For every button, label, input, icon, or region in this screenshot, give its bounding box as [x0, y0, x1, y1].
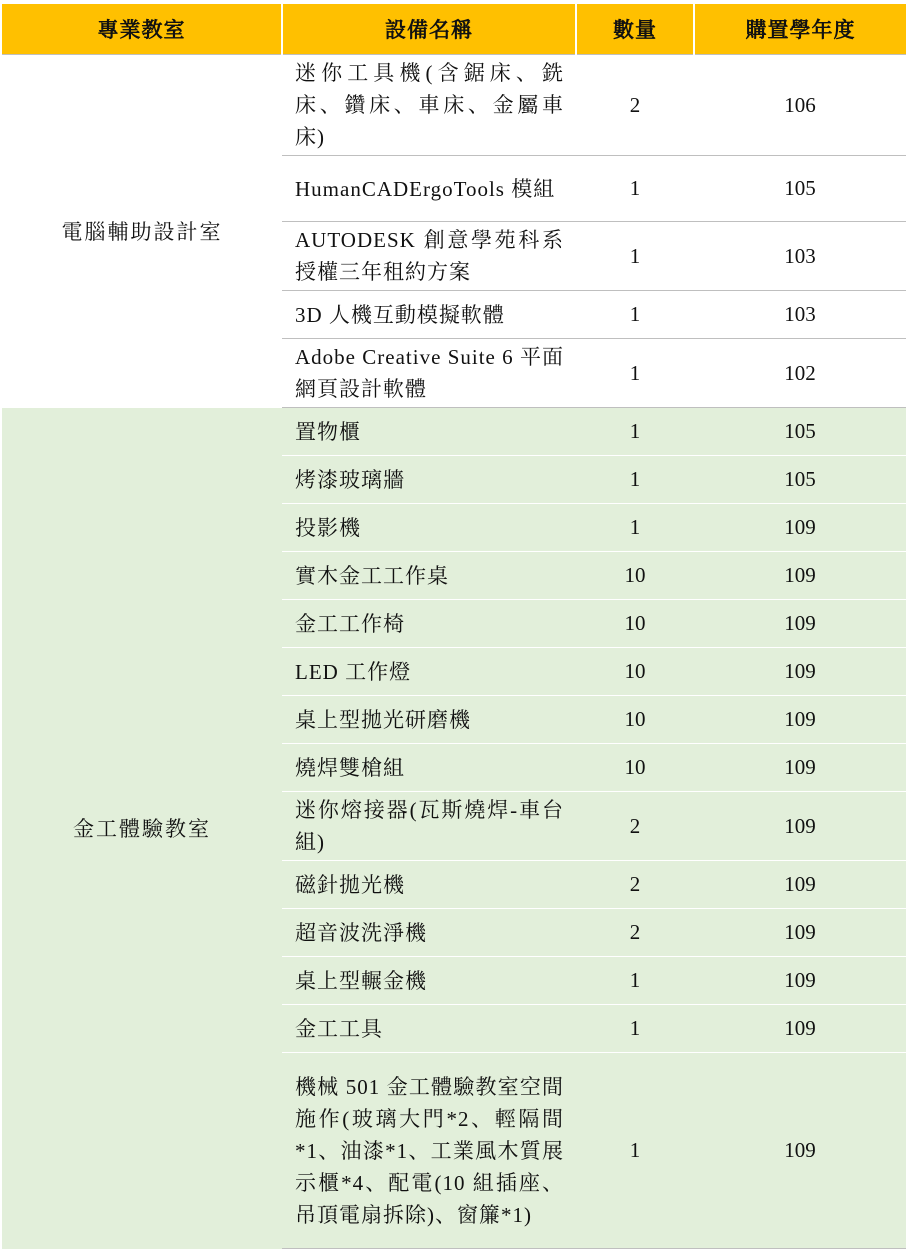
equipment-name: 實木金工工作桌 — [282, 552, 576, 600]
equipment-name: 超音波洗淨機 — [282, 909, 576, 957]
equipment-name: AUTODESK 創意學苑科系授權三年租約方案 — [282, 222, 576, 291]
purchase-year: 103 — [694, 222, 906, 291]
quantity: 1 — [576, 291, 694, 339]
quantity: 2 — [576, 861, 694, 909]
equipment-name: 置物櫃 — [282, 408, 576, 456]
purchase-year: 109 — [694, 552, 906, 600]
equipment-name: 金工工作椅 — [282, 600, 576, 648]
quantity: 1 — [576, 1053, 694, 1249]
purchase-year: 109 — [694, 1005, 906, 1053]
equipment-name: 燒焊雙槍組 — [282, 744, 576, 792]
quantity: 1 — [576, 156, 694, 222]
quantity: 2 — [576, 55, 694, 156]
table-row — [2, 55, 906, 156]
header-room: 專業教室 — [2, 4, 282, 55]
purchase-year: 105 — [694, 456, 906, 504]
quantity: 10 — [576, 552, 694, 600]
purchase-year: 109 — [694, 957, 906, 1005]
quantity: 10 — [576, 600, 694, 648]
purchase-year: 102 — [694, 339, 906, 408]
room-cell: 金工體驗教室 — [2, 408, 282, 1249]
equipment-name: HumanCADErgoTools 模組 — [282, 156, 576, 222]
purchase-year: 105 — [694, 408, 906, 456]
equipment-name: 磁針拋光機 — [282, 861, 576, 909]
quantity: 1 — [576, 957, 694, 1005]
equipment-name: 烤漆玻璃牆 — [282, 456, 576, 504]
quantity: 2 — [576, 909, 694, 957]
equipment-name: LED 工作燈 — [282, 648, 576, 696]
quantity: 1 — [576, 1005, 694, 1053]
equipment-table — [2, 4, 906, 1249]
quantity: 2 — [576, 792, 694, 861]
equipment-name: 桌上型輾金機 — [282, 957, 576, 1005]
equipment-name: 迷你熔接器(瓦斯燒焊-車台組) — [282, 792, 576, 861]
equipment-name: 桌上型拋光研磨機 — [282, 696, 576, 744]
purchase-year: 103 — [694, 291, 906, 339]
purchase-year: 109 — [694, 648, 906, 696]
group-metalwork-lab — [2, 408, 906, 1249]
purchase-year: 109 — [694, 909, 906, 957]
purchase-year: 109 — [694, 696, 906, 744]
purchase-year: 105 — [694, 156, 906, 222]
purchase-year: 109 — [694, 600, 906, 648]
purchase-year: 109 — [694, 861, 906, 909]
quantity: 10 — [576, 744, 694, 792]
table-row — [2, 408, 906, 456]
quantity: 10 — [576, 696, 694, 744]
room-cell: 電腦輔助設計室 — [61, 220, 223, 245]
equipment-name: 投影機 — [282, 504, 576, 552]
purchase-year: 109 — [694, 792, 906, 861]
purchase-year: 109 — [694, 1053, 906, 1249]
equipment-name: 金工工具 — [282, 1005, 576, 1053]
equipment-name: 機械 501 金工體驗教室空間施作(玻璃大門*2、輕隔間*1、油漆*1、工業風木質展示櫃*4、配電(10 組插座、吊頂電扇拆除)、窗簾*1) — [282, 1053, 576, 1249]
quantity: 1 — [576, 222, 694, 291]
table-header — [2, 4, 906, 55]
quantity: 1 — [576, 408, 694, 456]
equipment-name: 3D 人機互動模擬軟體 — [282, 291, 576, 339]
equipment-name: 迷你工具機(含鋸床、銑床、鑽床、車床、金屬車床) — [282, 55, 576, 156]
group-computer-aided-design — [2, 55, 906, 408]
quantity: 10 — [576, 648, 694, 696]
quantity: 1 — [576, 504, 694, 552]
purchase-year: 109 — [694, 744, 906, 792]
purchase-year: 109 — [694, 504, 906, 552]
header-quantity: 數量 — [576, 4, 694, 55]
quantity: 1 — [576, 456, 694, 504]
equipment-name: Adobe Creative Suite 6 平面網頁設計軟體 — [282, 339, 576, 408]
header-purchase-year: 購置學年度 — [694, 4, 906, 55]
purchase-year: 106 — [694, 55, 906, 156]
quantity: 1 — [576, 339, 694, 408]
header-equipment-name: 設備名稱 — [282, 4, 576, 55]
